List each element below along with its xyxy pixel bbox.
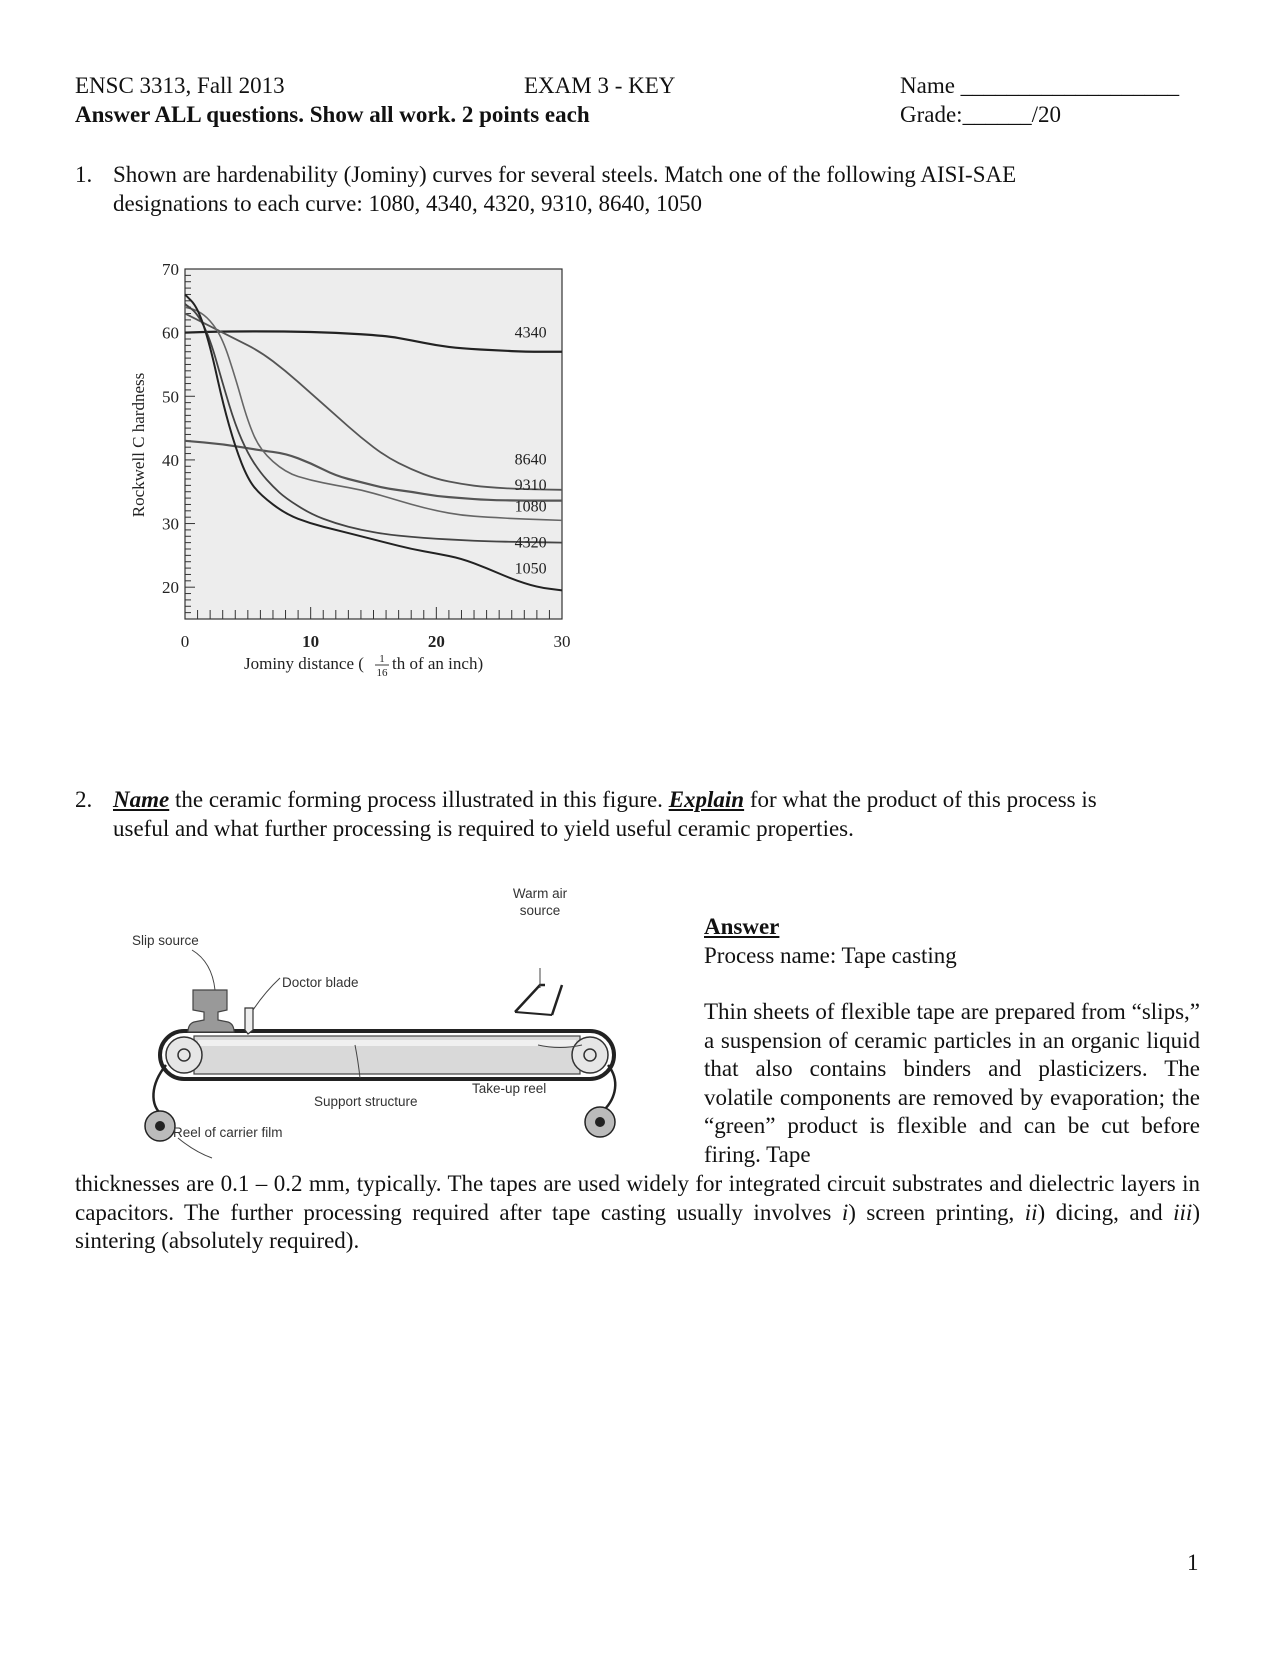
- x-axis-label-frac-num: 1: [379, 653, 385, 665]
- answer-item-i: i: [841, 1199, 849, 1225]
- x-axis-label-suffix: th of an inch): [392, 654, 484, 673]
- q1-number: 1.: [75, 162, 93, 187]
- right-roller: [572, 1037, 608, 1073]
- y-tick-label: 30: [162, 514, 179, 534]
- doctor-blade-leader: [253, 978, 280, 1010]
- q2-line2: useful and what further processing is required to yield useful ceramic properties.: [113, 816, 854, 841]
- y-tick-label: 50: [162, 387, 179, 407]
- name-field: Name ___________________: [900, 73, 1180, 98]
- x-axis-label-frac-den: 16: [376, 667, 388, 679]
- y-tick-label: 20: [162, 578, 179, 598]
- reel-carrier-film-leader: [178, 1138, 212, 1158]
- q2-number: 2.: [75, 787, 93, 812]
- slip-source-hopper: [188, 990, 234, 1032]
- x-tick-label: 10: [302, 632, 320, 651]
- x-tick-label: 30: [553, 632, 571, 651]
- course-title: ENSC 3313, Fall 2013: [75, 73, 285, 98]
- answer-side-paragraph: Thin sheets of flexible tape are prepared from “slips,” a suspension of ceramic particles in an organic liquid that also contains binders and plasticizers. The volatile components are removed by evaporation; the “green” product is flexible and can be cut before firing. Tape: [704, 999, 1200, 1167]
- warm-air-nozzle: [515, 985, 562, 1015]
- jominy-chart: [120, 250, 590, 690]
- instructions: Answer ALL questions. Show all work. 2 points each: [75, 102, 590, 127]
- y-tick-label: 40: [162, 450, 179, 470]
- x-tick-label: 0: [180, 632, 190, 651]
- doctor-blade: [245, 1008, 253, 1034]
- slip-source-leader: [192, 950, 215, 990]
- y-axis-label: Rockwell C hardness: [129, 372, 148, 518]
- take-up-reel-hub: [595, 1117, 605, 1127]
- series-label-1050: 1050: [514, 560, 547, 578]
- label-support-structure: Support structure: [314, 1094, 418, 1109]
- y-tick-label: 60: [162, 323, 179, 343]
- answer-text-b: ) screen printing,: [848, 1199, 1025, 1225]
- label-take-up-reel: Take-up reel: [472, 1081, 547, 1096]
- support-highlight: [198, 1040, 576, 1046]
- process-name: Process name: Tape casting: [704, 943, 957, 968]
- q2-name-word: Name: [113, 787, 170, 812]
- exam-title: EXAM 3 - KEY: [524, 73, 676, 98]
- q2-line1: [113, 786, 1097, 814]
- answer-text-a: thicknesses are 0.1 – 0.2 mm, typically. The tapes are used widely for integrated circuit substrates and dielectric layers in capacitors. The further processing required after tape casting usually involves: [75, 1171, 1200, 1225]
- series-label-4320: 4320: [514, 534, 547, 552]
- left-roller: [166, 1037, 202, 1073]
- series-label-8640: 8640: [514, 451, 547, 469]
- plot-area: [185, 269, 562, 619]
- series-label-4340: 4340: [514, 324, 547, 342]
- answer-text-c: ) dicing, and: [1037, 1199, 1174, 1225]
- series-label-9310: 9310: [514, 477, 547, 495]
- label-doctor-blade: Doctor blade: [282, 975, 359, 990]
- carrier-film-reel-hub: [155, 1121, 165, 1131]
- y-tick-label: 70: [162, 260, 179, 279]
- q2-text-a: the ceramic forming process illustrated in this figure.: [169, 787, 669, 812]
- answer-full-paragraph: [75, 1170, 1200, 1256]
- label-reel-carrier-film: Reel of carrier film: [173, 1125, 283, 1140]
- answer-item-ii: ii: [1024, 1199, 1038, 1225]
- answer-item-iii: iii: [1173, 1199, 1193, 1225]
- q1-line2: designations to each curve: 1080, 4340, 4320, 9310, 8640, 1050: [113, 191, 702, 216]
- film-from-reel: [153, 1065, 166, 1115]
- answer-text-d: ) sintering (absolutely required).: [75, 1199, 1200, 1253]
- x-axis-label: [244, 653, 483, 679]
- tape-casting-figure: [120, 870, 640, 1160]
- grade-field: Grade:______/20: [900, 102, 1061, 127]
- page-number: 1: [1187, 1550, 1199, 1575]
- q1-line1: Shown are hardenability (Jominy) curves for several steels. Match one of the following AISI-SAE: [113, 162, 1017, 187]
- answer-heading: Answer: [704, 914, 780, 939]
- label-warm-air-1: Warm air: [512, 886, 568, 901]
- x-axis-label-prefix: Jominy distance (: [244, 654, 364, 673]
- q2-explain-word: Explain: [668, 787, 745, 812]
- series-label-1080: 1080: [514, 498, 547, 516]
- x-tick-label: 20: [427, 632, 445, 651]
- label-warm-air-2: source: [519, 903, 561, 918]
- warm-air-nozzle-base: [515, 1012, 552, 1015]
- label-slip-source: Slip source: [132, 933, 199, 948]
- q2-text-b: for what the product of this process is: [744, 787, 1097, 812]
